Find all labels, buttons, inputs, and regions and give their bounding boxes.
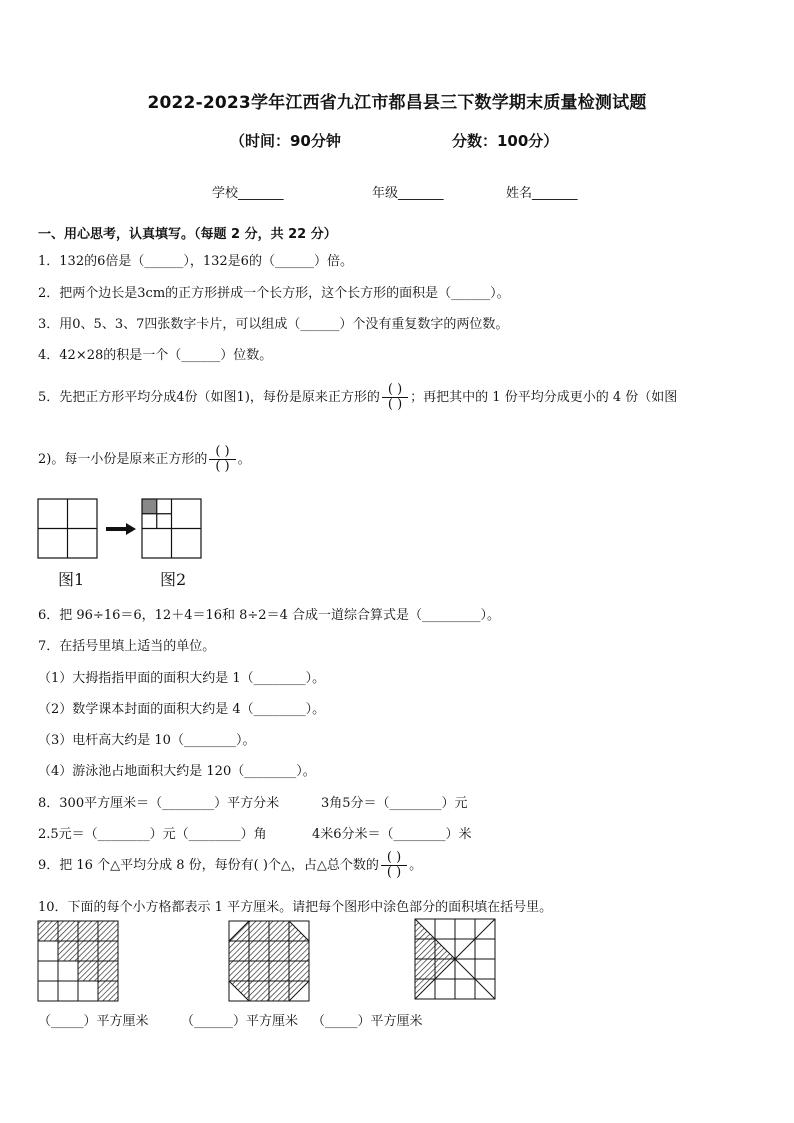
exam-score: 分数：100分）: [452, 132, 559, 150]
grid-figure-a: [38, 921, 118, 1001]
fraction-numerator[interactable]: ( ): [209, 445, 235, 460]
figure-1-label: 图1: [58, 570, 85, 589]
question-1: 1．132的6倍是（______），132是6的（______）倍。: [38, 254, 353, 269]
question-2: 2．把两个边长是3cm的正方形拼成一个长方形，这个长方形的面积是（______）。: [38, 286, 510, 301]
question-7-1: （1）大拇指指甲面的面积大约是 1（________）。: [38, 671, 326, 686]
question-9-text-a: 9．把 16 个△平均分成 8 份，每份有( )个△，占△总个数的: [38, 858, 379, 873]
answer-figure-b: （______）平方厘米: [181, 1014, 299, 1029]
fraction-denominator[interactable]: ( ): [215, 459, 230, 474]
question-7-2: （2）数学课本封面的面积大约是 4（________）。: [38, 702, 326, 717]
grid-figure-b: [229, 921, 309, 1001]
question-7-3: （3）电杆高大约是 10（________）。: [38, 733, 256, 748]
section-heading: 一、用心思考，认真填写。（每题 2 分，共 22 分）: [38, 227, 337, 242]
grid-figure-c: [415, 919, 495, 999]
name-field[interactable]: 姓名_______: [506, 186, 578, 201]
page-title: 2022-2023学年江西省九江市都昌县三下数学期末质量检测试题: [147, 93, 647, 113]
question-5-text-a: 5．先把正方形平均分成4份（如图1)，每份是原来正方形的: [38, 390, 380, 405]
answer-figure-c: （_____）平方厘米: [312, 1014, 423, 1029]
question-7-4: （4）游泳池占地面积大约是 120（________）。: [38, 764, 316, 779]
question-5-text-c: 2)。每一小份是原来正方形的: [38, 452, 208, 467]
question-8-part-d: 4米6分米＝（________）米: [312, 827, 472, 842]
question-8-part-b: 3角5分＝（________）元: [321, 796, 468, 811]
fraction-numerator[interactable]: ( ): [381, 851, 407, 866]
grade-field[interactable]: 年级_______: [372, 186, 444, 201]
question-4: 4．42×28的积是一个（______）位数。: [38, 348, 273, 363]
question-6: 6．把 96÷16＝6，12＋4＝16和 8÷2＝4 合成一道综合算式是（_________）。: [38, 608, 500, 623]
question-8-part-a: 8．300平方厘米＝（________）平方分米: [38, 796, 280, 811]
school-field[interactable]: 学校_______: [212, 186, 284, 201]
question-5-text-d: 。: [237, 452, 251, 467]
fraction-denominator[interactable]: ( ): [387, 397, 403, 412]
fraction-denominator[interactable]: ( ): [386, 865, 402, 880]
question-8-part-c: 2.5元＝（________）元（________）角: [38, 827, 267, 842]
question-3: 3．用0、5、3、7四张数字卡片，可以组成（______）个没有重复数字的两位数。: [38, 317, 509, 332]
fraction-numerator[interactable]: ( ): [382, 383, 408, 398]
question-10: 10．下面的每个小方格都表示 1 平方厘米。请把每个图形中涂色部分的面积填在括号里。: [38, 900, 553, 915]
figure-2-label: 图2: [160, 570, 187, 589]
question-7: 7．在括号里填上适当的单位。: [38, 639, 216, 654]
exam-time: （时间：90分钟: [230, 132, 341, 150]
question-5-text-b: ；再把其中的 1 份平均分成更小的 4 份（如图: [410, 390, 678, 405]
answer-figure-a: （_____）平方厘米: [38, 1014, 149, 1029]
question-9-text-b: 。: [409, 858, 423, 873]
